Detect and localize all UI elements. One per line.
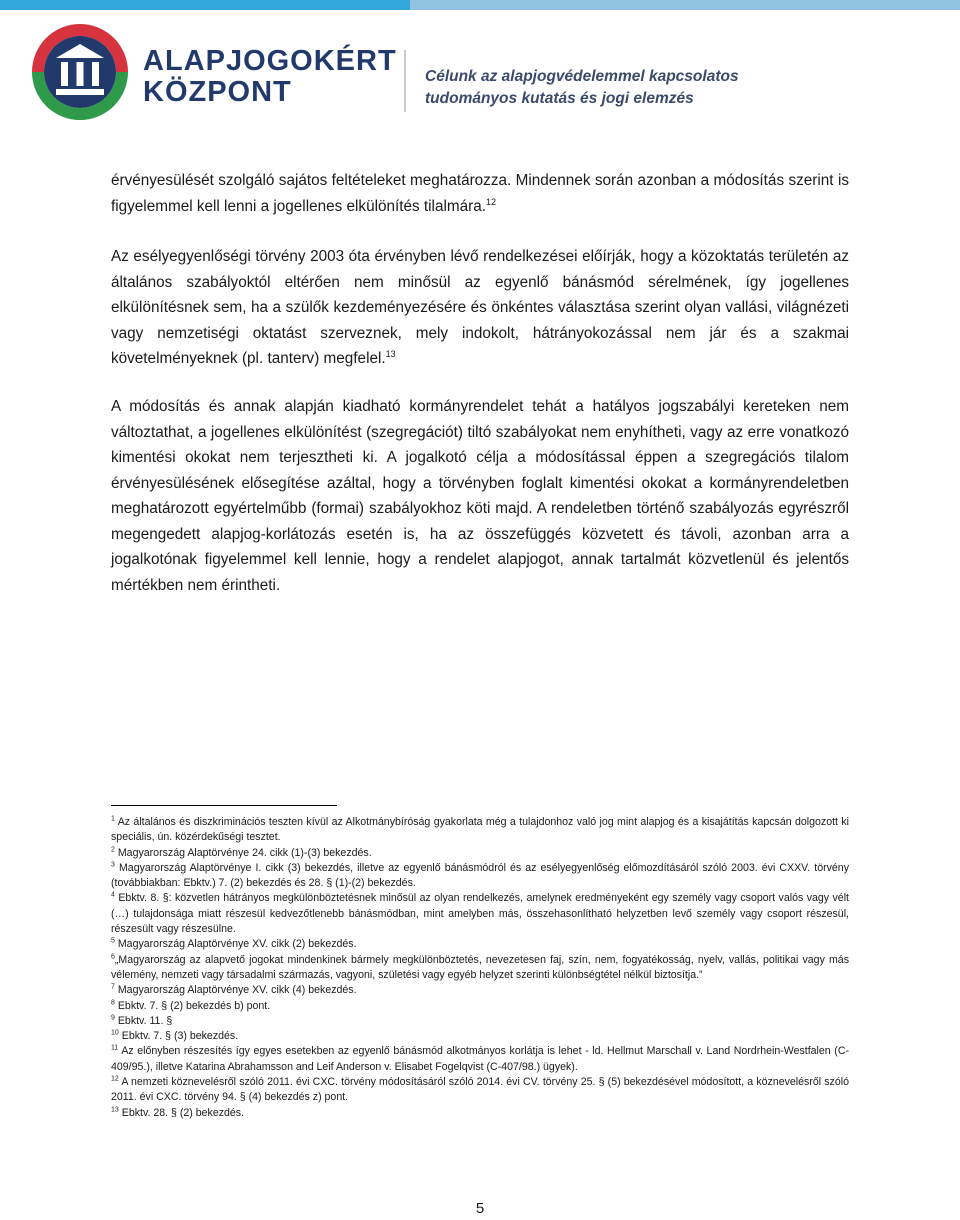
paragraph-text: Az esélyegyenlőségi törvény 2003 óta érvényben lévő rendelkezései előírják, hogy a közoktatás területén az általános szabályoktól eltérően nem minősül az egyenlő bánásmód sérelmének, így jogellenes elkülönítésnek sem, ha a szülők kezdeményezésére és önkéntes választása szerint olyan vallási, világnézeti vagy nemzetiségi oktatást szerveznek, mely indokolt, hátrányokozással nem jár és a szakmai követelményeknek (pl. tanterv) megfelel.: [111, 248, 849, 367]
header-tagline: [425, 66, 739, 110]
body-paragraph-1: [111, 168, 849, 219]
top-stripe-accent: [0, 0, 410, 10]
footnote-text: Ebktv. 7. § (2) bekezdés b) pont.: [117, 999, 271, 1012]
footnote-text: Magyarország Alaptörvénye 24. cikk (1)-(3) bekezdés.: [117, 846, 372, 859]
footnote-number: 3: [111, 861, 115, 869]
footnote-text: Az általános és diszkriminációs teszten kívül az Alkotmánybíróság gyakorlata még a tulajdonhoz való jog mint alapjog és a kisajátítás kapcsán dolgozott ki speciális, ún. közérdekűségi tesztet.: [111, 816, 849, 844]
footnote-text: Ebktv. 11. §: [117, 1014, 173, 1027]
footnote-4: [111, 891, 849, 937]
footnote-number: 11: [111, 1044, 119, 1052]
footnote-number: 13: [111, 1106, 119, 1114]
footnote-number: 4: [111, 891, 115, 899]
footnote-number: 5: [111, 937, 115, 945]
footnote-5: [111, 937, 849, 952]
footnote-text: Magyarország Alaptörvénye XV. cikk (2) bekezdés.: [117, 938, 357, 951]
logo-line-2: KÖZPONT: [143, 76, 292, 108]
footnote-1: [111, 815, 849, 846]
logo-line-1: ALAPJOGOKÉRT: [143, 45, 397, 77]
footnote-text: A nemzeti köznevelésről szóló 2011. évi CXC. törvény módosításáról szóló 2014. évi CV. törvény 25. § (5) bekezdésével módosított, a köznevelésről szóló 2011. évi CXC. törvény 94. § (4) bekezdés z) pont.: [111, 1076, 849, 1104]
footnote-number: 8: [111, 999, 115, 1007]
organization-logo-text: [143, 46, 397, 108]
footnote-text: Ebktv. 28. § (2) bekezdés.: [121, 1106, 245, 1119]
footnote-reference[interactable]: 13: [385, 348, 396, 359]
footnote-10: [111, 1029, 849, 1044]
footnote-text: Magyarország Alaptörvénye XV. cikk (4) bekezdés.: [117, 984, 357, 997]
header-divider: [404, 50, 406, 112]
footnote-9: [111, 1014, 849, 1029]
footnote-text: „Magyarország az alapvető jogokat mindenkinek bármely megkülönböztetés, nevezetesen faj, szín, nem, fogyatékosság, nyelv, vallás, politikai vagy más vélemény, nemzeti vagy társadalmi származás, vagyoni, születési vagy egyéb helyzet szerinti különbségtétel nélkül biztosítja.”: [111, 953, 849, 981]
footnote-text: Ebktv. 8. §: közvetlen hátrányos megkülönböztetésnek minősül az olyan rendelkezés, amelynek eredményeként egy személy vagy csoport valós vagy vélt (…) tulajdonsága miatt részesül kedvezőtlenebb bánásmódban, mint amelyben más, összehasonlítható helyzetben levő személy vagy csoport részesül, részesült vagy részesülne.: [111, 892, 850, 936]
footnote-6: [111, 953, 849, 984]
footnote-number: 6: [111, 953, 115, 961]
footnotes-section: [111, 815, 849, 1121]
footnote-number: 10: [111, 1029, 119, 1037]
footnote-reference[interactable]: 12: [485, 196, 496, 207]
paragraph-text: érvényesülését szolgáló sajátos feltételeket meghatározza. Mindennek során azonban a módosítás szerint is figyelemmel kell lenni a jogellenes elkülönítés tilalmára.: [111, 172, 849, 215]
body-paragraph-3: [111, 394, 849, 598]
footnote-3: [111, 861, 849, 892]
footnote-separator: [111, 805, 337, 806]
footnote-number: 1: [111, 815, 115, 823]
tagline-line-2: tudományos kutatás és jogi elemzés: [425, 90, 694, 107]
footnote-7: [111, 983, 849, 998]
tagline-line-1: Célunk az alapjogvédelemmel kapcsolatos: [425, 68, 739, 85]
footnote-11: [111, 1044, 849, 1075]
footnote-text: Az előnyben részesítés így egyes esetekben az egyenlő bánásmód alkotmányos korlátja is lehet - ld. Hellmut Marschall v. Land Nordrhein-Westfalen (C-409/95.), illetve Katarina Abrahamsson and Leif Anderson v. Elisabet Fogelqvist (C-407/98.) ügyek).: [111, 1045, 850, 1073]
footnote-number: 12: [111, 1075, 119, 1083]
body-paragraph-2: [111, 244, 849, 372]
footnote-text: Ebktv. 7. § (3) bekezdés.: [121, 1030, 239, 1043]
page-number: 5: [475, 1200, 485, 1217]
page-header: [0, 10, 960, 120]
footnote-2: [111, 846, 849, 861]
footnote-8: [111, 999, 849, 1014]
footnote-number: 7: [111, 983, 115, 991]
footnote-12: [111, 1075, 849, 1106]
courthouse-emblem-icon: [30, 22, 130, 122]
footnote-number: 9: [111, 1014, 115, 1022]
footnote-text: Magyarország Alaptörvénye I. cikk (3) bekezdés, illetve az egyenlő bánásmódról és az esélyegyenlőség előmozdításáról szóló 2003. évi CXXV. törvény (továbbiakban: Ebktv.) 7. (2) bekezdés és 28. § (1)-(2) bekezdés.: [111, 861, 849, 890]
footnote-13: [111, 1106, 849, 1121]
paragraph-text: A módosítás és annak alapján kiadható kormányrendelet tehát a hatályos jogszabályi kereteken nem változtathat, a jogellenes elkülönítést (szegregációt) tiltó szabályokat nem enyhítheti, vagy az erre vonatkozó kimentési okokat nem terjesztheti ki. A jogalkotó célja a módosítással éppen a szegregációs tilalom érvényesülésének elősegítése azáltal, hogy a törvényben foglalt kimentési okokat a kormányrendeletben meghatározott egyértelműbb (formai) szabályokhoz köti majd. A rendeletben történő szabályozás egyrészről megengedett alapjog-korlátozás esetén is, ha az összefüggés közvetett és távoli, azonban arra a jogalkotónak figyelemmel kell lennie, hogy a rendelet alapjogot, annak tartalmát közvetlenül és jelentős mértékben nem érintheti.: [111, 398, 849, 594]
footnote-number: 2: [111, 846, 115, 854]
